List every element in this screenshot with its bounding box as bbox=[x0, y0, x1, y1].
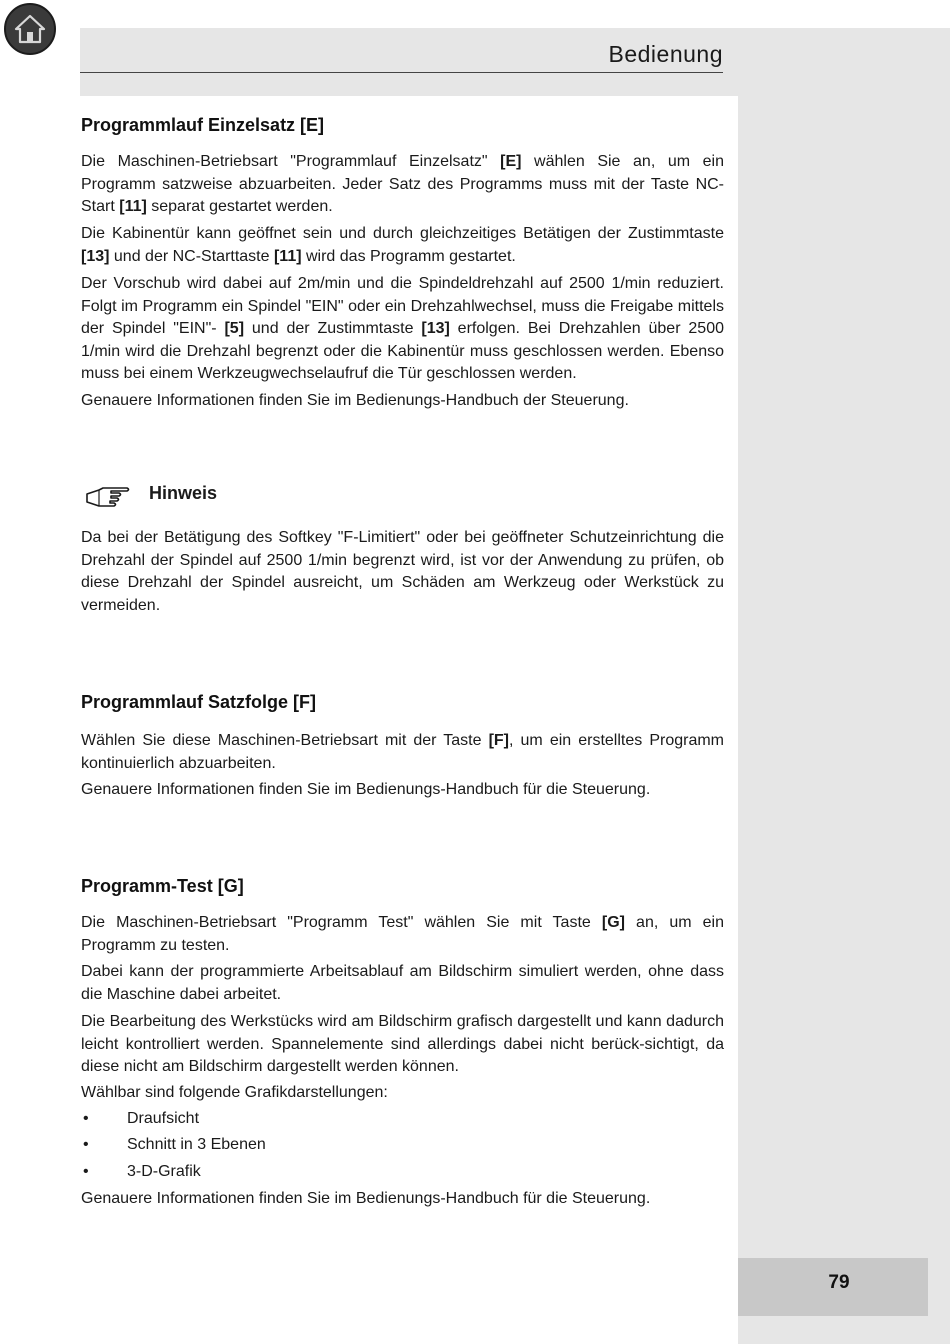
list-item bbox=[81, 1134, 724, 1160]
section-heading-satzfolge: Programmlauf Satzfolge [F] bbox=[81, 692, 317, 712]
paragraph: Genauere Informationen finden Sie im Bedienungs-Handbuch der Steuerung. bbox=[81, 392, 629, 409]
note-title: Hinweis bbox=[149, 483, 218, 503]
header-divider bbox=[80, 72, 723, 73]
list-item bbox=[81, 1161, 724, 1187]
paragraph: Die Maschinen-Betriebsart "Programm Test" wählen Sie mit Taste [G] an, um ein Programm zu testen. bbox=[81, 914, 725, 954]
bullet-marker: • bbox=[83, 1162, 89, 1180]
list-item bbox=[81, 1108, 724, 1134]
list-item-text: 3-D-Grafik bbox=[127, 1162, 201, 1180]
home-button[interactable] bbox=[4, 3, 56, 55]
graphics-list bbox=[81, 1108, 724, 1187]
bullet-marker: • bbox=[83, 1110, 89, 1127]
paragraph: Wählen Sie diese Maschinen-Betriebsart mit der Taste [F], um ein erstelltes Programm kontinuierlich abzuarbeiten. bbox=[81, 732, 725, 772]
pointing-hand-icon bbox=[85, 484, 131, 510]
section-heading-einzelsatz: Programmlauf Einzelsatz [E] bbox=[81, 115, 325, 135]
bullet-marker: • bbox=[83, 1136, 89, 1154]
paragraph: Die Bearbeitung des Werkstücks wird am Bildschirm grafisch dargestellt und kann dadurch leicht kontrolliert werden. Spannelemente sind allerdings dabei nicht berück-sichtigt, da diese nicht am Bildschirm dargestellt werden können. bbox=[81, 1013, 724, 1075]
list-item-text: Draufsicht bbox=[127, 1110, 200, 1127]
paragraph: Die Kabinentür kann geöffnet sein und durch gleichzeitiges Betätigen der Zustimmtaste [13] und der NC-Starttaste [11] wird das Programm gestartet. bbox=[81, 225, 724, 265]
paragraph: Wählbar sind folgende Grafikdarstellungen: bbox=[81, 1084, 388, 1101]
paragraph: Dabei kann der programmierte Arbeitsablauf am Bildschirm simuliert werden, ohne dass die Maschine dabei arbeitet. bbox=[81, 963, 724, 1003]
paragraph: Die Maschinen-Betriebsart "Programmlauf Einzelsatz" [E] wählen Sie an, um ein Programm satzweise abzuarbeiten. Jeder Satz des Programms muss mit der Taste NC-Start [11] separat gestartet werden. bbox=[81, 153, 724, 215]
paragraph: Genauere Informationen finden Sie im Bedienungs-Handbuch für die Steuerung. bbox=[81, 1190, 651, 1207]
page-header-title: Bedienung bbox=[608, 41, 723, 67]
page-number: 79 bbox=[828, 1272, 850, 1293]
list-item-text: Schnitt in 3 Ebenen bbox=[127, 1136, 266, 1154]
home-icon bbox=[13, 12, 47, 46]
note-text: Da bei der Betätigung des Softkey "F-Limitiert" oder bei geöffneter Schutzeinrichtung die Drehzahl der Spindel auf 2500 1/min begrenzt wird, ist vor der Anwendung zu prüfen, ob diese Drehzahl der Spindel ausreicht, um Schäden am Werkzeug oder Werkstück zu vermeiden. bbox=[81, 529, 724, 614]
paragraph: Der Vorschub wird dabei auf 2m/min und die Spindeldrehzahl auf 2500 1/min reduziert. Folgt im Programm ein Spindel "EIN" oder ein Drehzahlwechsel, muss die Freigabe mittels der Spindel "EIN"- [5] und der Zustimmtaste [13] erfolgen. Bei Drehzahlen über 2500 1/min wird die Drehzahl begrenzt oder die Kabinentür muss geschlossen werden. Ebenso muss bei einem Werkzeugwechselaufruf die Tür geschlossen werden. bbox=[81, 275, 724, 382]
side-band bbox=[738, 28, 950, 1344]
section-heading-programm-test: Programm-Test [G] bbox=[81, 876, 244, 896]
paragraph: Genauere Informationen finden Sie im Bedienungs-Handbuch für die Steuerung. bbox=[81, 781, 651, 798]
